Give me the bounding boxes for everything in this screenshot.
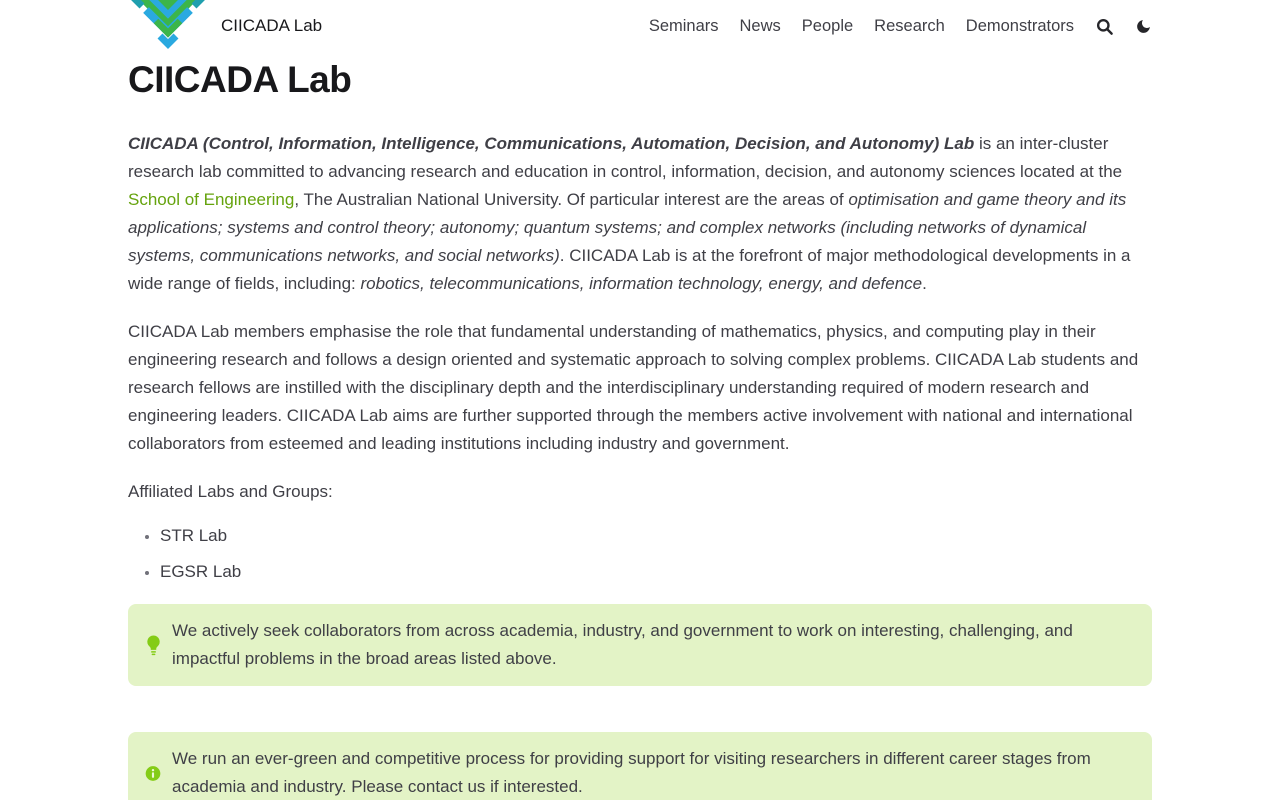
nav-item-news[interactable]: News bbox=[739, 16, 781, 35]
nav-item-people[interactable]: People bbox=[801, 16, 854, 35]
site-header bbox=[128, 0, 1152, 52]
list-item-egsr-lab: • EGSR Lab bbox=[160, 558, 1152, 586]
nav-item-demonstrators[interactable]: Demonstrators bbox=[965, 16, 1074, 35]
main-nav bbox=[649, 17, 1152, 36]
info-circle-icon bbox=[145, 765, 161, 782]
page-title: CIICADA Lab bbox=[128, 59, 352, 100]
main-content bbox=[128, 58, 1152, 800]
site-title[interactable]: CIICADA Lab bbox=[221, 16, 323, 35]
collaborators-callout bbox=[128, 604, 1152, 686]
moon-dark-mode-icon[interactable] bbox=[1135, 18, 1152, 35]
nav-item-seminars[interactable]: Seminars bbox=[648, 16, 719, 35]
affiliated-labs-label: Affiliated Labs and Groups: bbox=[128, 482, 333, 501]
cicada-logo-icon bbox=[128, 0, 208, 52]
affiliated-labs-list bbox=[128, 522, 1152, 586]
callout-text: We run an ever-green and competitive process for providing support for visiting researchers in different career stages from academia and industry. Please contact us if interested. bbox=[172, 749, 1091, 796]
site-logo[interactable] bbox=[128, 0, 208, 52]
members-paragraph: CIICADA Lab members emphasise the role that fundamental understanding of mathematics, physics, and computing play in their engineering research and follows a design oriented and systematic approach to solving complex problems. CIICADA Lab students and research fellows are instilled with the disciplinary depth and the interdisciplinary understanding required of modern research and engineering leaders. CIICADA Lab aims are further supported through the members active involvement with national and international collaborators from esteemed and leading institutions including industry and government. bbox=[128, 322, 1139, 453]
search-icon[interactable] bbox=[1095, 17, 1114, 36]
lightbulb-icon bbox=[145, 635, 161, 656]
list-item-str-lab: • STR Lab bbox=[160, 522, 1152, 550]
nav-item-research[interactable]: Research bbox=[874, 16, 945, 35]
callout-text: We actively seek collaborators from across academia, industry, and government to work on interesting, challenging, and impactful problems in the broad areas listed above. bbox=[172, 621, 1073, 668]
intro-paragraph: CIICADA (Control, Information, Intelligence, Communications, Automation, Decision, and Autonomy) Lab is an inter-cluster research lab committed to advancing research and education in control, information, decision, and autonomy sciences located at the School of Engineering, The Australian National University. Of particular interest are the areas of optimisation and game theory and its applications; systems and control theory; autonomy; quantum systems; and complex networks (including networks of dynamical systems, communications networks, and social networks). CIICADA Lab is at the forefront of major methodological developments in a wide range of fields, including: robotics, telecommunications, information technology, energy, and defence. bbox=[128, 134, 1131, 293]
school-of-engineering-link[interactable]: School of Engineering bbox=[128, 190, 295, 209]
visiting-researchers-callout bbox=[128, 732, 1152, 800]
